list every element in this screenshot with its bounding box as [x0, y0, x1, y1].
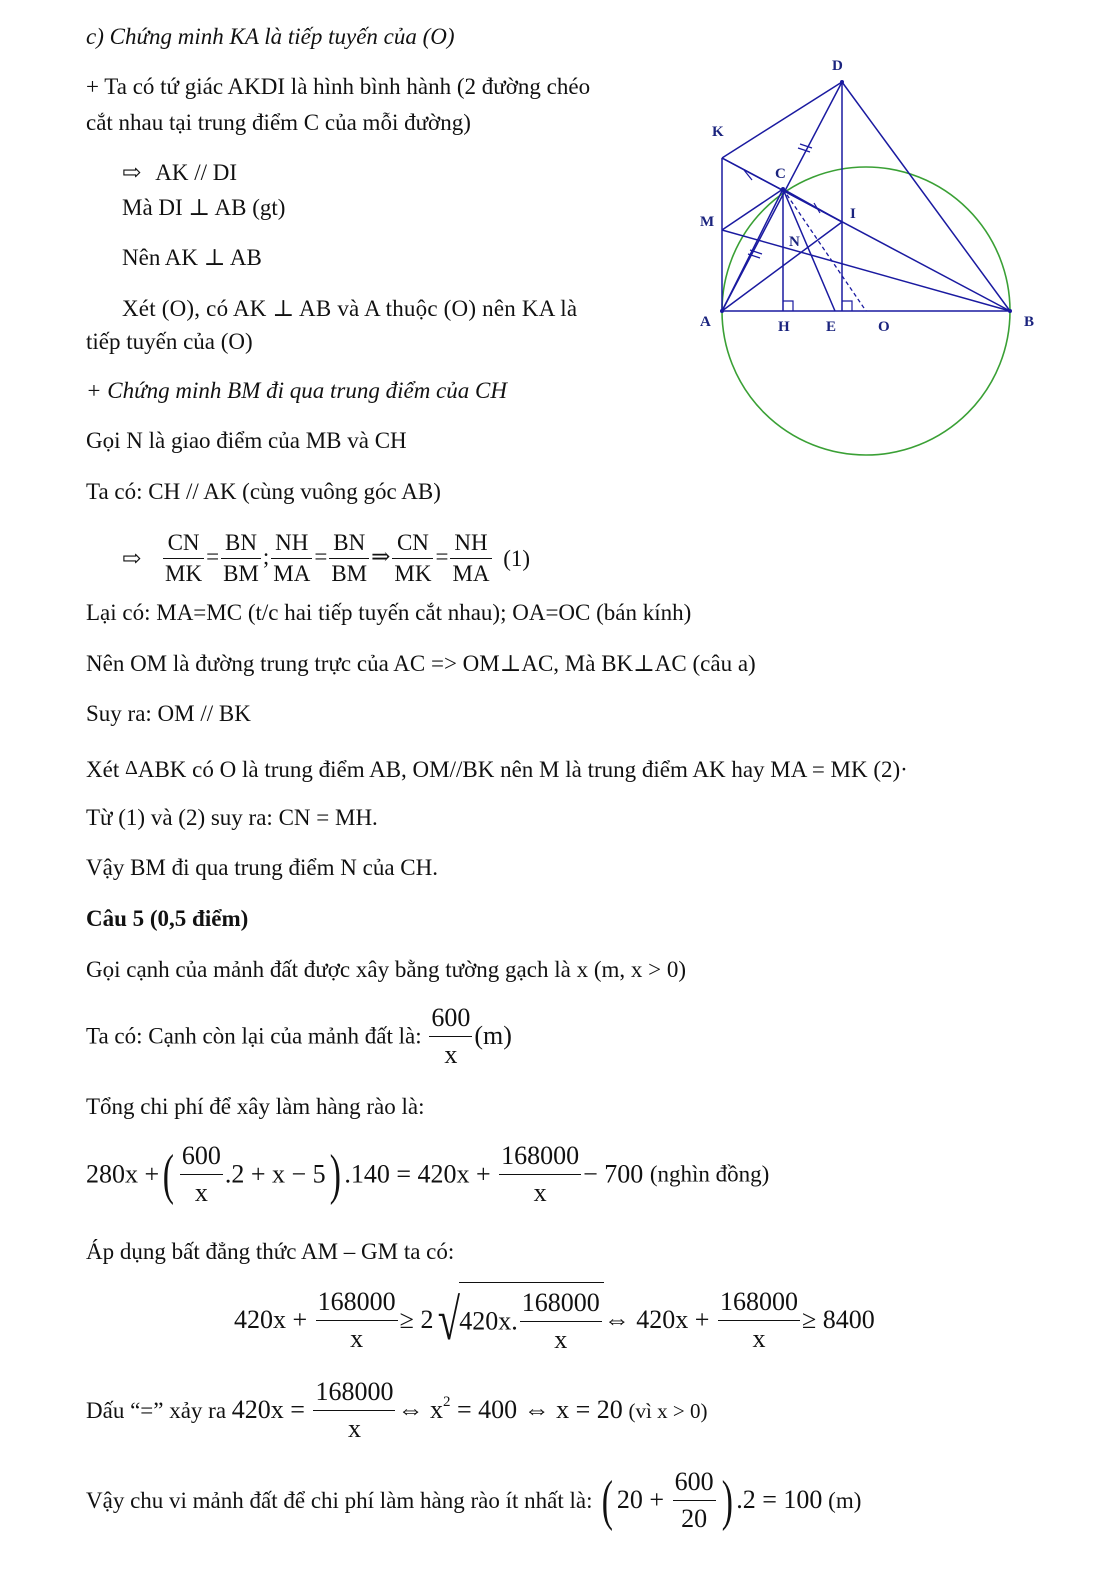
fraction: $\frac{NH}{MA}$: [273, 530, 311, 586]
fraction: $\frac{CN}{MK}$: [394, 530, 432, 586]
square-root: √420x. $\frac{168000}{x}$: [433, 1282, 603, 1358]
text-line: Tổng chi phí để xây làm hàng rào là:: [86, 1094, 425, 1119]
point-b: [1008, 309, 1012, 313]
text-line: Từ (1) và (2) suy ra: CN = MH.: [86, 805, 378, 830]
fraction: $\frac{NH}{MA}$: [452, 530, 490, 586]
text-line: Gọi cạnh của mảnh đất được xây bằng tường gạch là x (m, x > 0): [86, 957, 686, 982]
fraction: $\frac{168000}{x}$: [499, 1138, 581, 1211]
fraction: $\frac{168000}{x}$: [316, 1284, 398, 1357]
equality-condition: Dấu “=” xảy ra 420x = $\frac{168000}{x}$ ⇔ $x^2 = 400$ ⇔ x = 20 (vì x > 0): [86, 1374, 707, 1447]
fraction: $\frac{600}{x}$: [180, 1138, 223, 1211]
text-line: tiếp tuyến của (O): [86, 329, 253, 354]
tick-mark: [798, 148, 810, 152]
label-k: K: [712, 124, 724, 140]
fraction: $\frac{168000}{x}$: [520, 1285, 602, 1358]
tick-mark: [800, 144, 812, 148]
text-line: Suy ra: OM // BK: [86, 701, 251, 726]
text-line: Xét ΔABK có O là trung điểm AB, OM//BK nên M là trung điểm AK hay MA = MK (2)·: [86, 757, 908, 782]
cost-equation: 280x +( $\frac{600}{x}$ .2 + x − 5) .140 = 420x + $\frac{168000}{x}$ − 700 (nghìn đồng): [86, 1138, 769, 1211]
label-a: A: [700, 314, 711, 330]
label-h: H: [778, 319, 790, 335]
segment-ic: [783, 189, 842, 222]
text-line: cắt nhau tại trung điểm C của mỗi đường): [86, 110, 471, 135]
am-gm-inequality: 420x + $\frac{168000}{x}$ ≥ 2√420x. $\frac{168000}{x}$ ⇔ 420x + $\frac{168000}{x}$ ≥ 8400: [234, 1282, 875, 1358]
point-a: [720, 309, 724, 313]
label-m: M: [700, 214, 715, 230]
arrow-icon: ⇨: [122, 545, 142, 571]
label-c: C: [775, 166, 786, 182]
text-line: Ta có: Cạnh còn lại của mảnh đất là: $\frac{600}{x}$ (m): [86, 1000, 512, 1073]
label-o: O: [878, 319, 890, 335]
text-line: Áp dụng bất đẳng thức AM – GM ta có:: [86, 1239, 455, 1264]
text-line: Nên AK ⊥ AB: [122, 245, 262, 270]
text-line: Nên OM là đường trung trực của AC => OM⊥AC, Mà BK⊥AC (câu a): [86, 651, 756, 676]
text-line: Lại có: MA=MC (t/c hai tiếp tuyến cắt nhau); OA=OC (bán kính): [86, 600, 692, 625]
text-line: Ta có: CH // AK (cùng vuông góc AB): [86, 479, 441, 504]
text-line: Vậy BM đi qua trung điểm N của CH.: [86, 855, 438, 880]
conclusion: Vậy chu vi mảnh đất để chi phí làm hàng rào ít nhất là: ( 20 + $\frac{600}{20}$ ) .2 = 100 (m): [86, 1464, 861, 1537]
fraction: $\frac{CN}{MK}$: [165, 530, 203, 586]
arrow-icon: ⇨: [122, 160, 142, 185]
label-n: N: [789, 234, 800, 250]
text-line: Gọi N là giao điểm của MB và CH: [86, 428, 407, 453]
text-line: Xét (O), có AK ⊥ AB và A thuộc (O) nên KA là: [122, 296, 578, 321]
label-i: I: [850, 206, 856, 222]
label-b: B: [1024, 314, 1035, 330]
ratio-equation: ⇨ $\frac{CN}{MK}$ = $\frac{BN}{BM}$ ; $\frac{NH}{MA}$ = $\frac{BN}{BM}$ ⇒ $\frac{CN}{MK}$ = $\frac{NH}{MA}$ (1): [122, 528, 530, 589]
fraction: $\frac{168000}{x}$: [718, 1284, 800, 1357]
segment-kd: [722, 82, 842, 158]
fraction: $\frac{600}{20}$: [673, 1464, 716, 1537]
segment-mc: [722, 189, 783, 230]
geometry-figure: [690, 50, 1050, 470]
fraction: $\frac{168000}{x}$: [313, 1374, 395, 1447]
cau5-heading: Câu 5 (0,5 điểm): [86, 906, 249, 931]
part-bm-heading: + Chứng minh BM đi qua trung điểm của CH: [86, 378, 507, 403]
text-line: + Ta có tứ giác AKDI là hình bình hành (2 đường chéo: [86, 74, 591, 99]
part-c-heading: c) Chứng minh KA là tiếp tuyến của (O): [86, 24, 455, 49]
point-c: [781, 187, 785, 191]
text-line: Mà DI ⊥ AB (gt): [122, 195, 286, 220]
point-d: [840, 80, 844, 84]
fraction: $\frac{BN}{BM}$: [331, 530, 368, 586]
label-e: E: [826, 319, 837, 335]
text-line: [122, 158, 237, 188]
segment-ac: [722, 189, 783, 311]
statement: AK // DI: [155, 160, 238, 185]
fraction: $\frac{BN}{BM}$: [223, 530, 259, 586]
right-angle-i: [842, 301, 852, 311]
segment-db: [842, 82, 1010, 311]
fraction: $\frac{600}{x}$: [429, 1000, 472, 1073]
right-angle-h: [783, 301, 793, 311]
label-d: D: [832, 58, 843, 74]
segment-mb: [722, 230, 1010, 311]
